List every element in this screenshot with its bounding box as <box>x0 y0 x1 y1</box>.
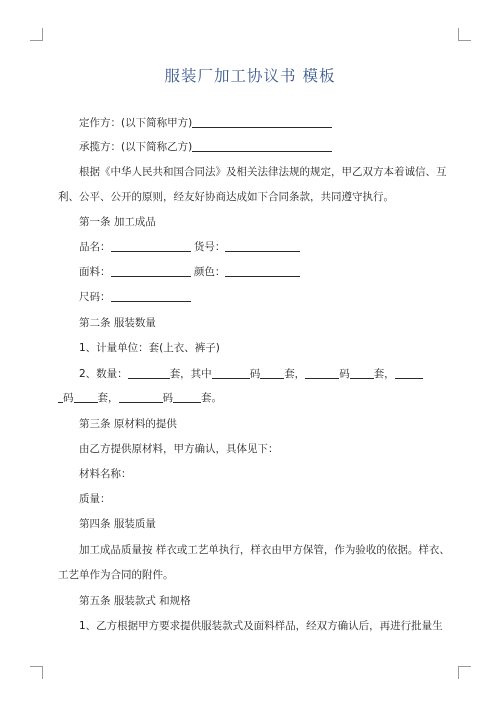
quality-label: 质量： <box>79 493 111 505</box>
set-text-1: 套， <box>284 368 306 380</box>
style-text-1: 1、乙方根据甲方要求提供服装款式及面料样品，经双方确认后，再进行批量生 <box>79 620 443 632</box>
quality-text-2: 工艺单作为合同的附件。 <box>58 569 174 581</box>
code-blank-1 <box>212 367 250 379</box>
item-number-label: 货号： <box>193 241 226 253</box>
fabric-label: 面料： <box>79 266 111 278</box>
product-name-blank <box>111 240 191 252</box>
crop-mark-bottom-left <box>30 666 43 679</box>
product-row <box>58 240 471 254</box>
fabric-blank <box>111 265 191 277</box>
article-4-heading: 第四条 服装质量 <box>79 518 156 530</box>
crop-mark-bottom-right <box>458 666 471 679</box>
set-text-2: 套， <box>373 368 395 380</box>
materials-intro: 由乙方提供原材料，甲方确认，具体见下： <box>79 443 279 455</box>
quantity-label: 2、数量： <box>79 368 128 380</box>
size-label: 尺码： <box>79 291 111 303</box>
party-b-label: 承揽方：(以下简称乙方) <box>79 141 193 153</box>
quality-text-1: 加工成品质量按 样衣或工艺单执行，样衣由甲方保管，作为验收的依据。样衣、 <box>79 544 450 556</box>
quantity-line-1 <box>58 367 471 381</box>
intro-line-2: 利、公平、公开的原则，经友好协商达成如下合同条款，共同遵守执行。 <box>58 191 394 203</box>
party-b-blank <box>192 140 332 152</box>
unit-line: 1、计量单位：套(上衣、裤子) <box>79 342 220 354</box>
set-blank-2 <box>350 367 374 379</box>
set-blank-3 <box>74 391 98 403</box>
code-blank-3 <box>395 367 423 379</box>
set-text-end: 套。 <box>201 392 222 404</box>
set-blank-1 <box>260 367 284 379</box>
quantity-blank <box>128 367 170 379</box>
fabric-row <box>58 265 471 279</box>
code-text-2: 码 <box>339 368 350 380</box>
color-label: 颜色： <box>193 266 226 278</box>
party-a-blank <box>192 116 332 128</box>
code-text-4: 码 <box>162 392 173 404</box>
product-name-label: 品名： <box>79 241 111 253</box>
size-blank <box>111 290 191 302</box>
code-blank-2 <box>305 367 339 379</box>
crop-mark-top-right <box>458 28 471 41</box>
document-title: 服装厂加工协议书 模板 <box>164 67 336 85</box>
material-name-label: 材料名称： <box>79 468 132 480</box>
crop-mark-top-left <box>30 28 43 41</box>
article-2-heading: 第二条 服装数量 <box>79 317 156 329</box>
size-row <box>58 290 471 304</box>
quantity-line-2 <box>58 391 450 405</box>
color-blank <box>225 265 300 277</box>
article-1-heading: 第一条 加工成品 <box>79 216 156 228</box>
code-text-1: 码 <box>249 368 261 380</box>
set-blank-4 <box>173 391 201 403</box>
article-5-heading: 第五条 服装款式 和规格 <box>79 595 191 607</box>
party-b-line <box>58 140 471 154</box>
set-text: 套，其中 <box>169 368 212 380</box>
item-number-blank <box>225 240 300 252</box>
party-a-line <box>58 116 471 130</box>
article-3-heading: 第三条 原材料的提供 <box>79 418 177 430</box>
intro-line-1: 根据《中华人民共和国合同法》及相关法律法规的规定，甲乙双方本着诚信、互 <box>79 166 447 178</box>
code-blank-4 <box>119 391 163 403</box>
set-text-3: 套， <box>97 392 119 404</box>
party-a-label: 定作方：(以下简称甲方) <box>79 117 193 129</box>
code-text-3: 码 <box>63 392 74 404</box>
